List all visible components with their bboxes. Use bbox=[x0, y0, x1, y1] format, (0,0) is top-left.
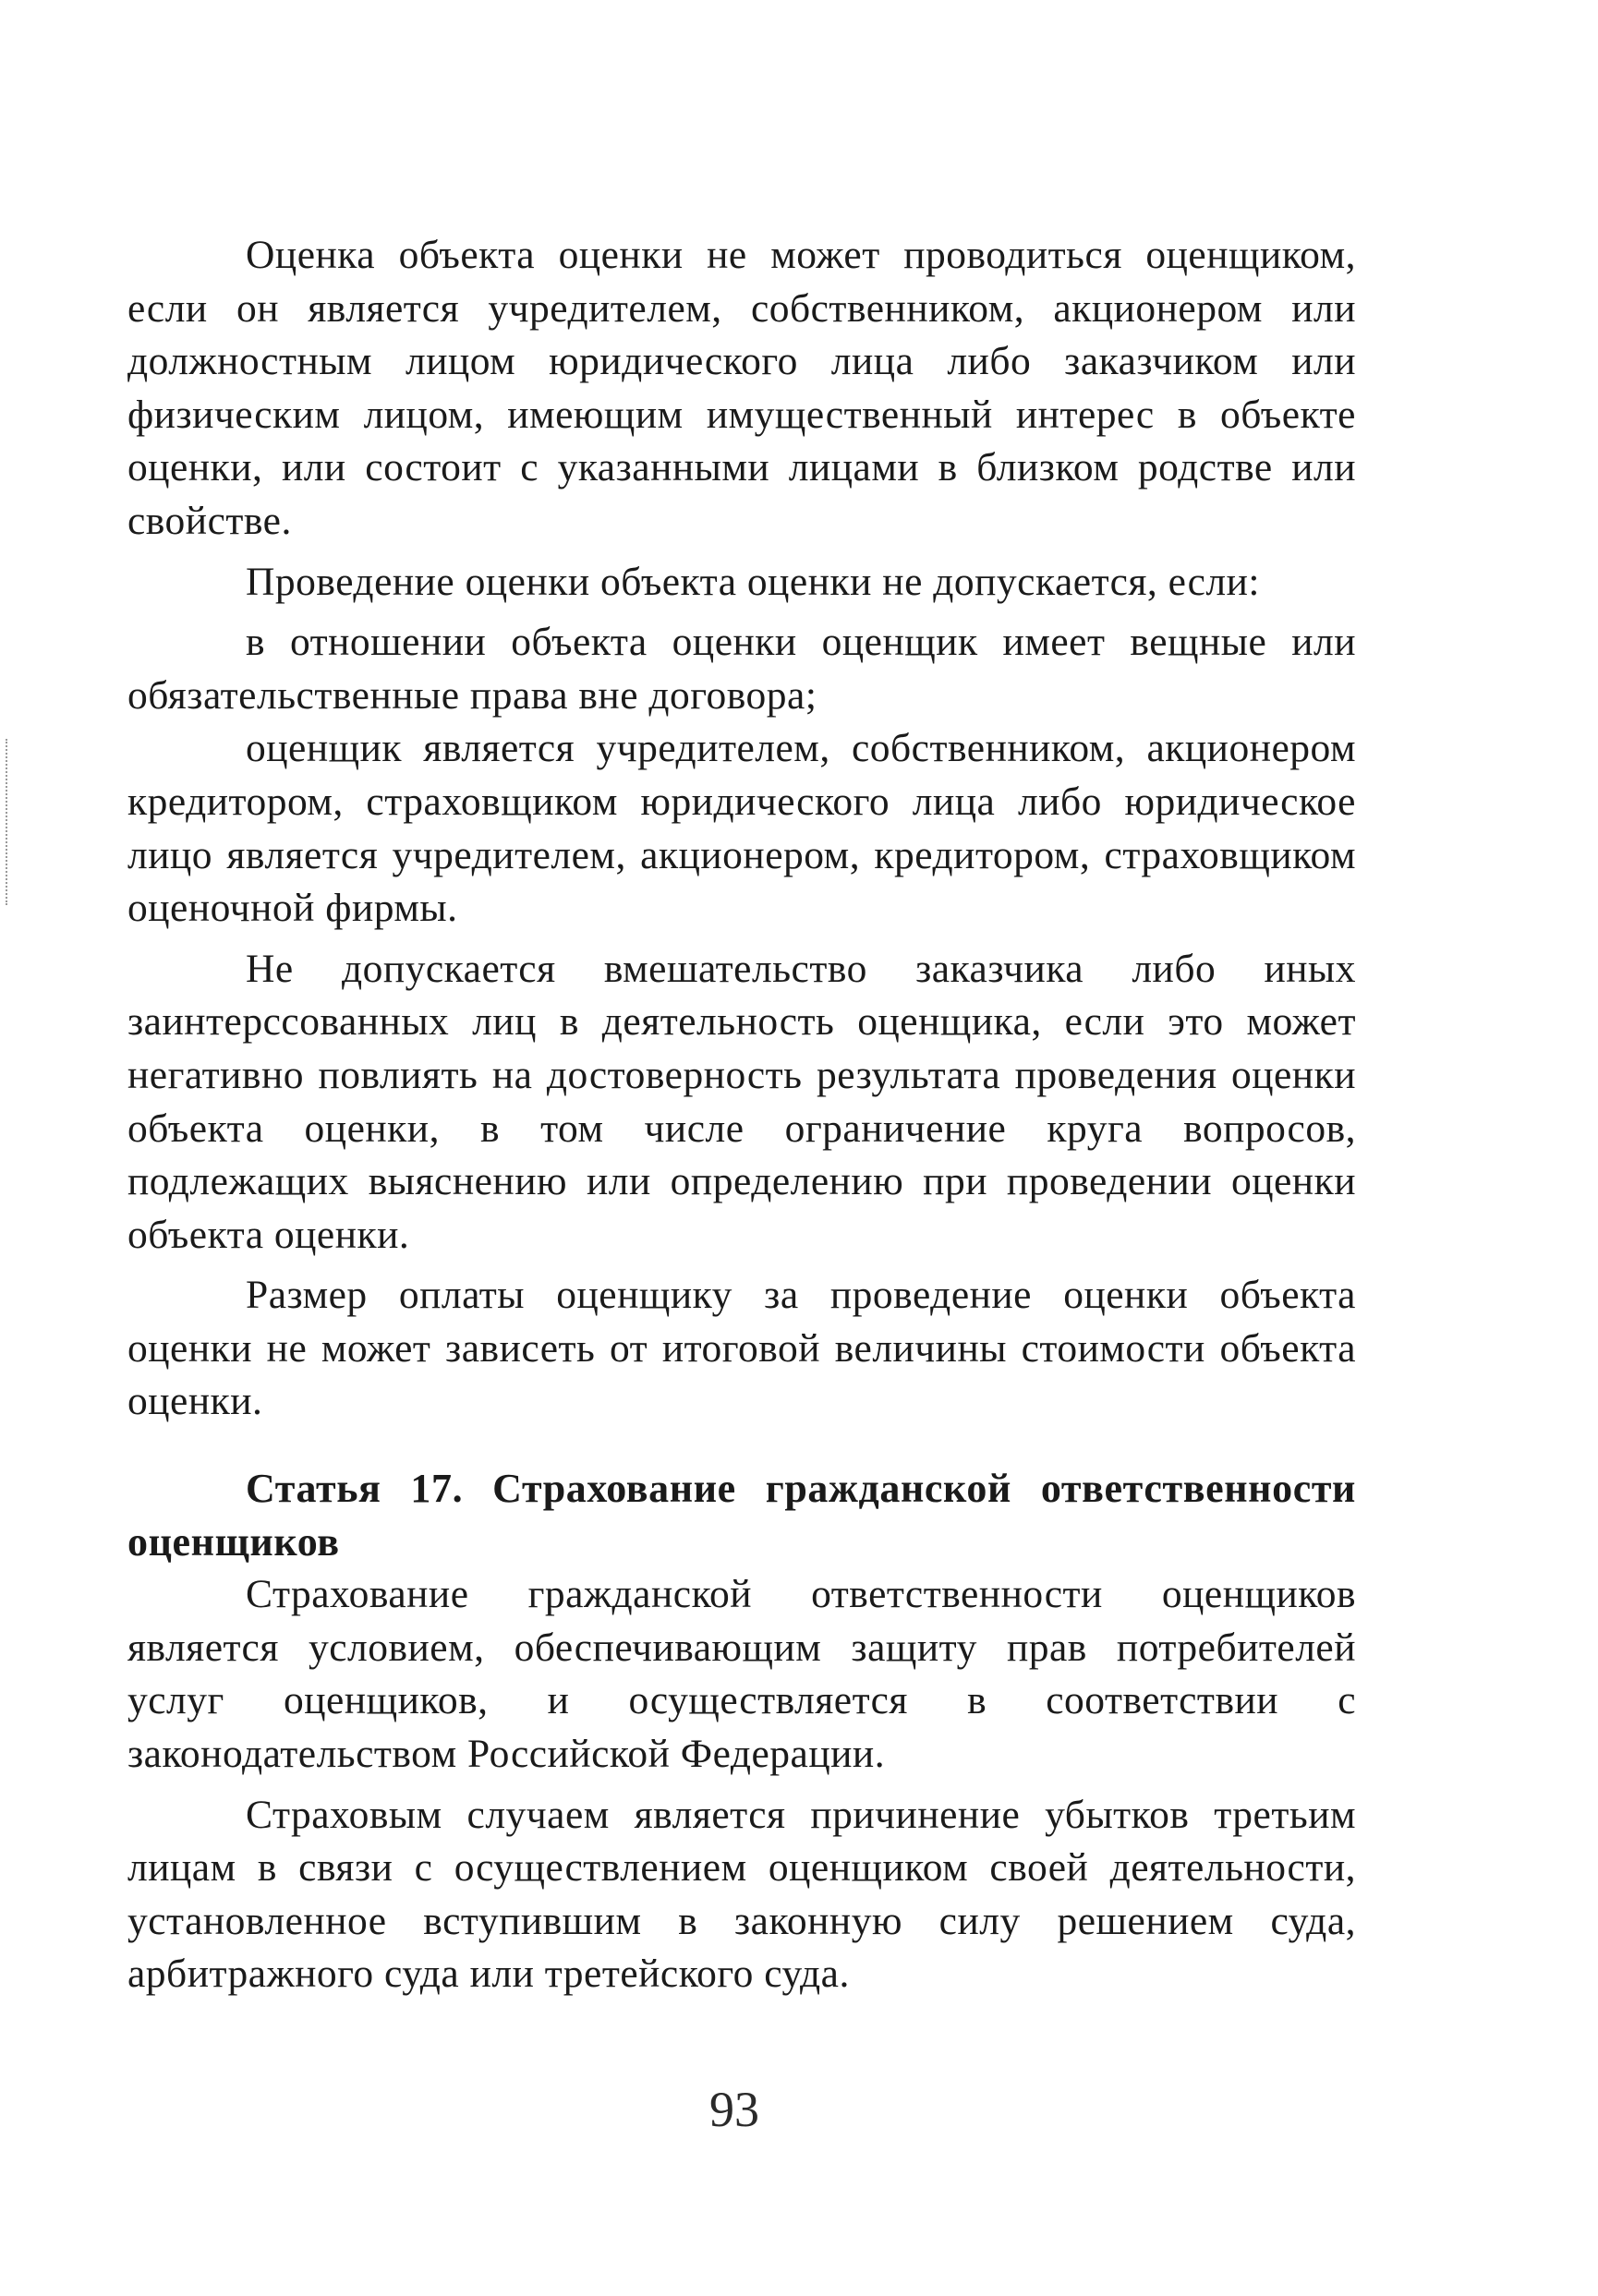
paragraph-liability-insurance: Страхование гражданской ответственности оценщиков является условием, обеспечивающим защиту прав потребителей услуг оценщиков, и осуществляется в соответствии с законодательством Российской Федерации. bbox=[127, 1572, 1356, 1777]
article-17-heading: Статья 17. Страхование гражданской ответственности оценщиков bbox=[127, 1466, 1356, 1565]
paragraph-payment-size: Размер оплаты оценщику за проведение оценки объекта оценки не может зависеть от итоговой величины стоимости объекта оценки. bbox=[127, 1273, 1356, 1424]
paragraph-not-allowed-if: Проведение оценки объекта оценки не допускается, если: bbox=[246, 559, 1260, 604]
list-item-founder-owner: оценщик является учредителем, собственником, акционером кредитором, страховщиком юридического лица либо юридическое лицо является учредителем, акционером, кредитором, страховщиком оценочной фирмы. bbox=[127, 726, 1356, 931]
paragraph-appraisal-restriction: Оценка объекта оценки не может проводиться оценщиком, если он является учредителем, собственником, акционером или должностным лицом юридического лица либо заказчиком или физическим лицом, имеющим имущественный интерес в объекте оценки, или состоит с указанными лицами в близком родстве или свойстве. bbox=[127, 233, 1356, 543]
paragraph-no-interference: Не допускается вмешательство заказчика либо иных заинтерсcованных лиц в деятельность оценщика, если это может негативно повлиять на достоверность результата проведения оценки объекта оценки, в том числе ограничение круга вопросов, подлежащих выяснению или определению при проведении оценки объекта оценки. bbox=[127, 946, 1356, 1257]
scan-margin-marks bbox=[6, 739, 10, 905]
body-text bbox=[127, 229, 1356, 2001]
list-item-property-rights: в отношении объекта оценки оценщик имеет вещные или обязательственные права вне договора; bbox=[127, 620, 1356, 718]
paragraph-insured-event: Страховым случаем является причинение убытков третьим лицам в связи с осуществлением оценщиком своей деятельности, установленное вступившим в законную силу решением суда, арбитражного суда или третейского суда. bbox=[127, 1792, 1356, 1997]
page-number: 93 bbox=[709, 2082, 759, 2137]
